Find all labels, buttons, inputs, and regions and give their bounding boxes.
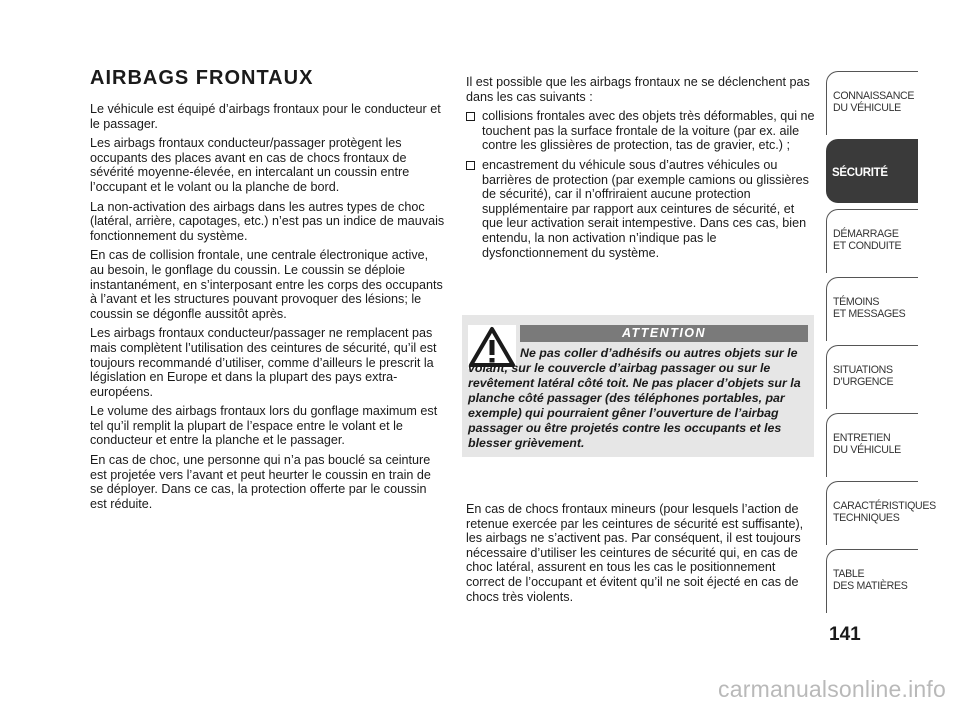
watermark: carmanualsonline.info (718, 676, 946, 702)
bullet-text: encastrement du véhicule sous d’autres véhicules ou barrières de protection (par exemple camions ou glissières de sécurité), car il n’offriraient aucune protection supplémentaire par rapport aux ceintures de sécurité, et que leur activation serait intempestive. Dans ces cas, bien entendu, la non activation n’indique pas le dysfonctionnement du système. (482, 157, 809, 260)
bullet-text: collisions frontales avec des objets très déformables, qui ne touchent pas la surface frontale de la voiture (par ex. aile contre les glissières de protection, tas de gravier, etc.) ; (482, 109, 815, 153)
attention-title: ATTENTION (520, 325, 808, 342)
body-paragraph: La non-activation des airbags dans les autres types de choc (latéral, arrière, capotages, etc.) n’est pas un indice de mauvais fonctionnement du système. (90, 199, 445, 243)
body-paragraph: Le véhicule est équipé d’airbags frontaux pour le conducteur et le passager. (90, 102, 441, 131)
checkbox-bullet-icon (466, 112, 475, 121)
tab-demarrage[interactable]: DÉMARRAGE ET CONDUITE (826, 209, 918, 273)
tab-connaissance[interactable]: CONNAISSANCE DU VÉHICULE (826, 71, 918, 135)
tab-securite[interactable]: SÉCURITÉ (826, 139, 918, 203)
tab-table[interactable]: TABLE DES MATIÈRES (826, 549, 918, 613)
body-paragraph: Le volume des airbags frontaux lors du gonflage maximum est tel qu’il remplit la plupart de l’espace entre le volant et le conducteur et entre la planche et le passager. (90, 404, 438, 448)
body-paragraph: Les airbags frontaux conducteur/passager ne remplacent pas mais complètent l’utilisation des ceintures de sécurité, qu’il est toujours recommandé d’utiliser, comme d’ailleurs le prescrit la législation en Europe et dans la plupart des pays extra-européens. (90, 326, 437, 399)
intro-paragraph: Il est possible que les airbags frontaux ne se déclenchent pas dans les cas suivants : (466, 75, 810, 104)
right-column (466, 75, 816, 265)
tab-entretien[interactable]: ENTRETIEN DU VÉHICULE (826, 413, 918, 477)
left-column (90, 66, 445, 516)
tab-caracteristiques[interactable]: CARACTÉRISTIQUES TECHNIQUES (826, 481, 918, 545)
checkbox-bullet-icon (466, 161, 475, 170)
bullet-item (466, 158, 816, 260)
section-heading: AIRBAGS FRONTAUX (90, 67, 314, 89)
closing-paragraph: En cas de chocs frontaux mineurs (pour lesquels l’action de retenue exercée par les ceintures de sécurité est suffisante), les airbags ne s’activent pas. Par conséquent, il est toujours nécessaire d’utiliser les ceintures de sécurité qui, en cas de choc latéral, assurent en tous les cas le positionnement correct de l’occupant et évitent qu’il ne soit éjecté en cas de chocs très violents. (466, 502, 804, 604)
attention-box (462, 315, 814, 457)
body-paragraph: Les airbags frontaux conducteur/passager protègent les occupants des places avant en cas de chocs frontaux de sévérité moyenne-élevée, en intercalant un coussin entre l’occupant et le volant ou la planche de bord. (90, 136, 410, 194)
attention-text: Ne pas coller d’adhésifs ou autres objets sur le volant, sur le couvercle d’airbag passager ou sur le revêtement latéral côté toit. Ne pas placer d’objets sur la planche côté passager (des téléphones portables, par exemple) qui pourraient gêner l’ouverture de l’airbag passager ou être projetés contre les occupants et les blesser grièvement. (468, 346, 801, 450)
tab-situations[interactable]: SITUATIONS D’URGENCE (826, 345, 918, 409)
body-paragraph: En cas de choc, une personne qui n’a pas bouclé sa ceinture est projetée vers l’avant et peut heurter le coussin en train de se déployer. Dans ce cas, la protection offerte par le coussin est réduite. (90, 453, 431, 511)
tab-temoins[interactable]: TÉMOINS ET MESSAGES (826, 277, 918, 341)
page-number: 141 (829, 624, 861, 645)
body-paragraph: En cas de collision frontale, une centrale électronique active, au besoin, le gonflage du coussin. Le coussin se déploie instantanément, en s’interposant entre les corps des occupants à l’avant et les structures pouvant provoquer des lésions; le coussin se dégonfle aussitôt après. (90, 248, 443, 321)
bullet-item (466, 109, 816, 153)
